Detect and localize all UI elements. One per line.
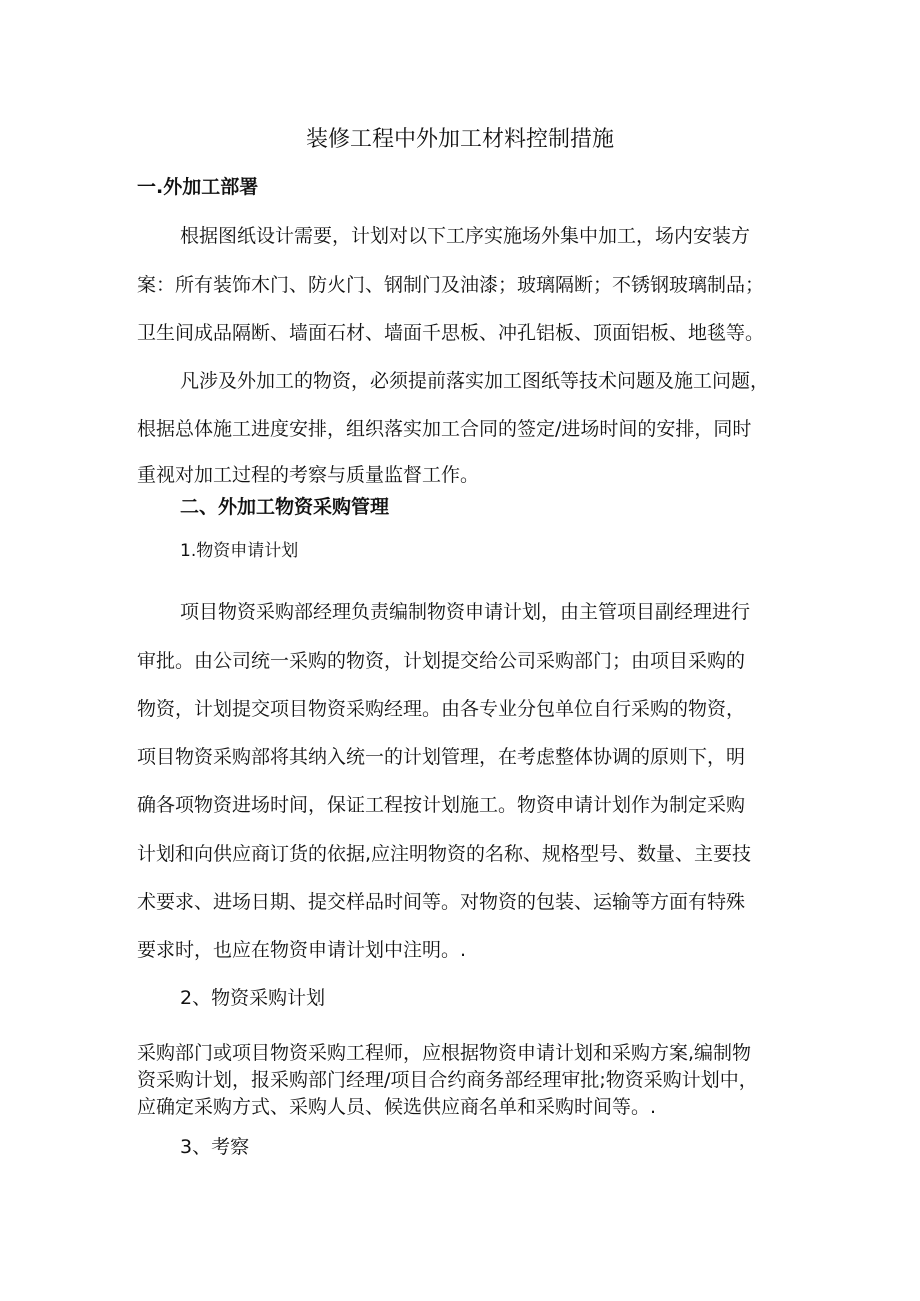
subsection-1-line-4: 项目物资采购部将其纳入统一的计划管理，在考虑整体协调的原则下，明: [137, 746, 746, 768]
subsection-2-heading: 2、物资采购计划: [180, 987, 326, 1009]
subsection-1-line-7: 术要求、进场日期、提交样品时间等。对物资的包装、运输等方面有特殊: [137, 891, 746, 913]
subsection-1-line-5: 确各项物资进场时间，保证工程按计划施工。物资申请计划作为制定采购: [137, 794, 746, 816]
section-1-para-1-line-2: 案：所有装饰木门、防火门、钢制门及油漆；玻璃隔断；不锈钢玻璃制品；: [137, 274, 765, 296]
subsection-1-line-1: 项目物资采购部经理负责编制物资申请计划，由主管项目副经理进行: [180, 601, 751, 623]
section-1-para-2-line-2: 根据总体施工进度安排，组织落实加工合同的签定/进场时间的安排，同时: [137, 418, 752, 440]
subsection-1-line-3: 物资，计划提交项目物资采购经理。由各专业分包单位自行采购的物资，: [137, 698, 746, 720]
subsection-2-line-3: 应确定采购方式、采购人员、候选供应商名单和采购时间等。.: [137, 1096, 657, 1118]
section-1-para-2-line-1: 凡涉及外加工的物资，必须提前落实加工图纸等技术问题及施工问题，: [180, 370, 770, 392]
section-1-heading: 一.外加工部署: [137, 176, 259, 198]
section-2-heading: 二、外加工物资采购管理: [180, 496, 390, 518]
subsection-1-line-6: 计划和向供应商订货的依据,应注明物资的名称、规格型号、数量、主要技: [137, 843, 752, 865]
section-1-para-1-line-1: 根据图纸设计需要，计划对以下工序实施场外集中加工，场内安装方: [180, 225, 751, 247]
subsection-2-line-1: 采购部门或项目物资采购工程师，应根据物资申请计划和采购方案,编制物: [137, 1042, 752, 1064]
section-1-para-2-line-3: 重视对加工过程的考察与质量监督工作。: [137, 464, 480, 486]
subsection-3-heading: 3、考察: [180, 1136, 250, 1158]
subsection-2-line-2: 资采购计划，报采购部门经理/项目合约商务部经理审批;物资采购计划中，: [137, 1069, 758, 1091]
section-1-para-1-line-3: 卫生间成品隔断、墙面石材、墙面千思板、冲孔铝板、顶面铝板、地毯等。: [137, 322, 765, 344]
subsection-1-heading: 1.物资申请计划: [180, 541, 299, 561]
document-title: 装修工程中外加工材料控制措施: [305, 127, 614, 152]
subsection-1-line-2: 审批。由公司统一采购的物资，计划提交给公司采购部门；由项目采购的: [137, 650, 746, 672]
subsection-1-line-8: 要求时，也应在物资申请计划中注明。.: [137, 939, 467, 961]
